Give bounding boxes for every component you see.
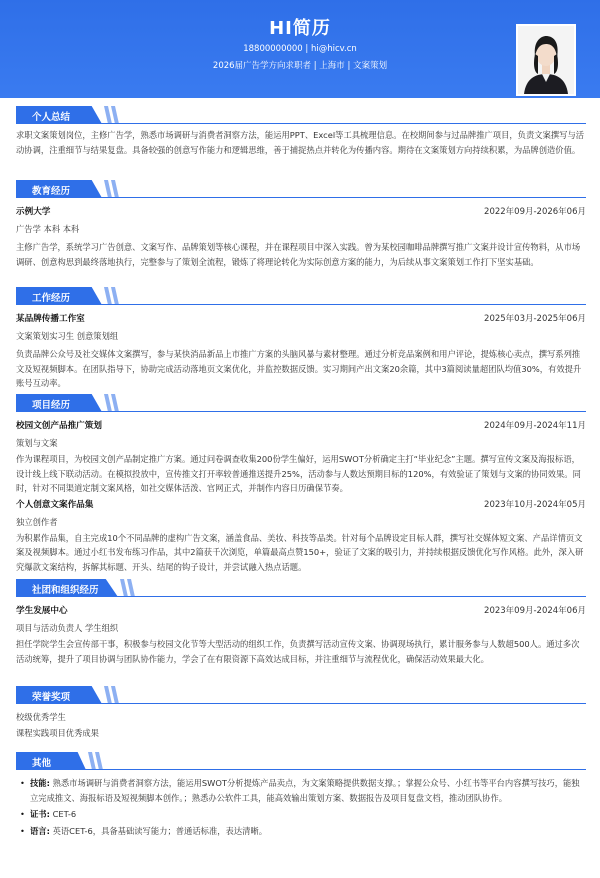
item-text: 英语CET-6，具备基础读写能力；普通话标准，表达清晰。 <box>52 825 268 836</box>
section-title-label: 项目经历 <box>32 400 71 411</box>
education-date: 2022年09月-2026年06月 <box>484 207 586 217</box>
other-item-skills <box>16 776 586 805</box>
school-name: 示例大学 <box>16 207 51 217</box>
section-title-label: 荣誉奖项 <box>32 692 71 703</box>
education-major: 广告学 本科 本科 <box>16 224 80 234</box>
item-label: 证书: <box>30 809 50 819</box>
resume-header <box>0 0 600 98</box>
item-label: 语言: <box>30 825 50 836</box>
section-title-label: 教育经历 <box>32 186 71 197</box>
education-description: 主修广告学，系统学习广告创意、文案写作、品牌策划等核心课程，并在课程项目中深入实践。曾为某校园咖啡品牌撰写推广文案并设计宣传物料，从市场调研、创意构思到最终落地执行，完整参与了策划全流程，锻炼了将理论转化为实际创意方案的能力，为后续从事文案策划工作打下坚实基础。 <box>16 242 581 267</box>
section-title-label: 其他 <box>32 758 52 769</box>
section-title <box>16 106 586 124</box>
section-title-label: 社团和组织经历 <box>32 585 99 596</box>
project-date: 2024年09月-2024年11月 <box>484 421 586 431</box>
honor-item: 校级优秀学生 <box>16 712 66 722</box>
project-date: 2023年10月-2024年05月 <box>484 499 586 510</box>
job-intent: 2026届广告学方向求职者 | 上海市 | 文案策划 <box>212 61 388 71</box>
section-summary <box>16 106 586 157</box>
honor-item: 课程实践项目优秀成果 <box>16 728 99 738</box>
item-text: CET-6 <box>52 809 77 819</box>
section-projects <box>16 394 586 574</box>
section-work <box>16 287 586 391</box>
campus-date: 2023年09月-2024年06月 <box>484 606 586 616</box>
section-other <box>16 752 586 838</box>
section-title <box>16 394 586 412</box>
project-description: 作为课程项目，为校园文创产品制定推广方案。通过问卷调查收集200份学生偏好，运用SWOT分析确定主打“毕业纪念”主题。撰写宣传文案及海报标语，设计线上线下联动活动。在模拟投放中，宣传推文打开率较普通推送提升25%，活动参与人数达预期目标的120%，有效验证了策划与文案的协同效果。同时，针对不同渠道定制文案风格，如社交媒体活泼、官网正式，并制作内容日历确保节奏。 <box>16 454 581 493</box>
candidate-name: HI简历 <box>269 18 331 39</box>
section-title <box>16 752 586 770</box>
item-text: 熟悉市场调研与消费者洞察方法，能运用SWOT分析提炼产品卖点，为文案策略提供数据支撑。；掌握公众号、小红书等平台内容撰写技巧，能独立完成推文、海报标语及短视频脚本创作。；熟悉办公软件工具，能高效输出策划方案、数据报告及项目复盘文档，推动团队协作。 <box>30 778 580 803</box>
project-name: 校园文创产品推广策划 <box>16 421 102 431</box>
project-role: 策划与文案 <box>16 438 58 448</box>
company-name: 某品牌传播工作室 <box>16 314 85 324</box>
other-item-certificate <box>16 807 586 822</box>
item-label: 技能: <box>30 778 50 788</box>
project-description: 为积累作品集，自主完成10个不同品牌的虚构广告文案，涵盖食品、美妆、科技等品类。针对每个品牌设定目标人群，撰写社交媒体短文案、产品详情页文案及视频脚本。通过小红书发布练习作品，其中2篇获千次浏览，单篇最高点赞150+，验证了文案的吸引力，并持续根据反馈优化写作风格。此外，深入研究爆款文案结构，拆解其标题、开头、结尾的钩子设计，并尝试融入热点话题。 <box>16 532 584 572</box>
section-title <box>16 180 586 198</box>
campus-description: 担任学院学生会宣传部干事，积极参与校园文化节等大型活动的组织工作，负责撰写活动宣传文案、协调现场执行，累计服务参与人数超500人。通过多次活动统筹，提升了项目协调与团队协作能力，学会了在有限资源下高效达成目标，并注重细节与流程优化，确保活动效果最大化。 <box>16 639 580 664</box>
work-date: 2025年03月-2025年06月 <box>484 314 586 324</box>
other-item-language <box>16 824 586 839</box>
organization-name: 学生发展中心 <box>16 606 68 616</box>
contact-info: 18800000000 | hi@hicv.cn <box>243 44 357 54</box>
section-title-label: 工作经历 <box>32 293 71 304</box>
campus-role: 项目与活动负责人 学生组织 <box>16 623 119 633</box>
section-honors <box>16 686 586 741</box>
section-campus <box>16 579 586 666</box>
summary-text: 求职文案策划岗位，主修广告学，熟悉市场调研与消费者洞察方法，能运用PPT、Excel等工具梳理信息。在校期间参与过品牌推广项目，负责文案撰写与活动协调，注重细节与结果复盘。具备较强的创意写作能力和逻辑思维，善于捕捉热点并转化为传播内容。期待在文案策划方向持续积累，为品牌创造价值。 <box>16 130 585 155</box>
section-title <box>16 579 586 597</box>
project-name: 个人创意文案作品集 <box>16 499 94 510</box>
section-title <box>16 287 586 305</box>
project-role: 独立创作者 <box>16 516 58 527</box>
work-role: 文案策划实习生 创意策划组 <box>16 331 119 341</box>
portrait-photo <box>516 24 576 96</box>
section-title <box>16 686 586 704</box>
section-education <box>16 180 586 269</box>
section-title-label: 个人总结 <box>32 112 71 123</box>
work-description: 负责品牌公众号及社交媒体文案撰写，参与某快消品新品上市推广方案的头脑风暴与素材整理。通过分析竞品案例和用户评论，提炼核心卖点，撰写系列推文及短视频脚本。在团队指导下，协助完成活动落地页文案优化，并监控数据反馈。实习期间产出文案20余篇，其中3篇阅读量超团队均值30%，有效提升账号互动率。 <box>16 349 582 388</box>
